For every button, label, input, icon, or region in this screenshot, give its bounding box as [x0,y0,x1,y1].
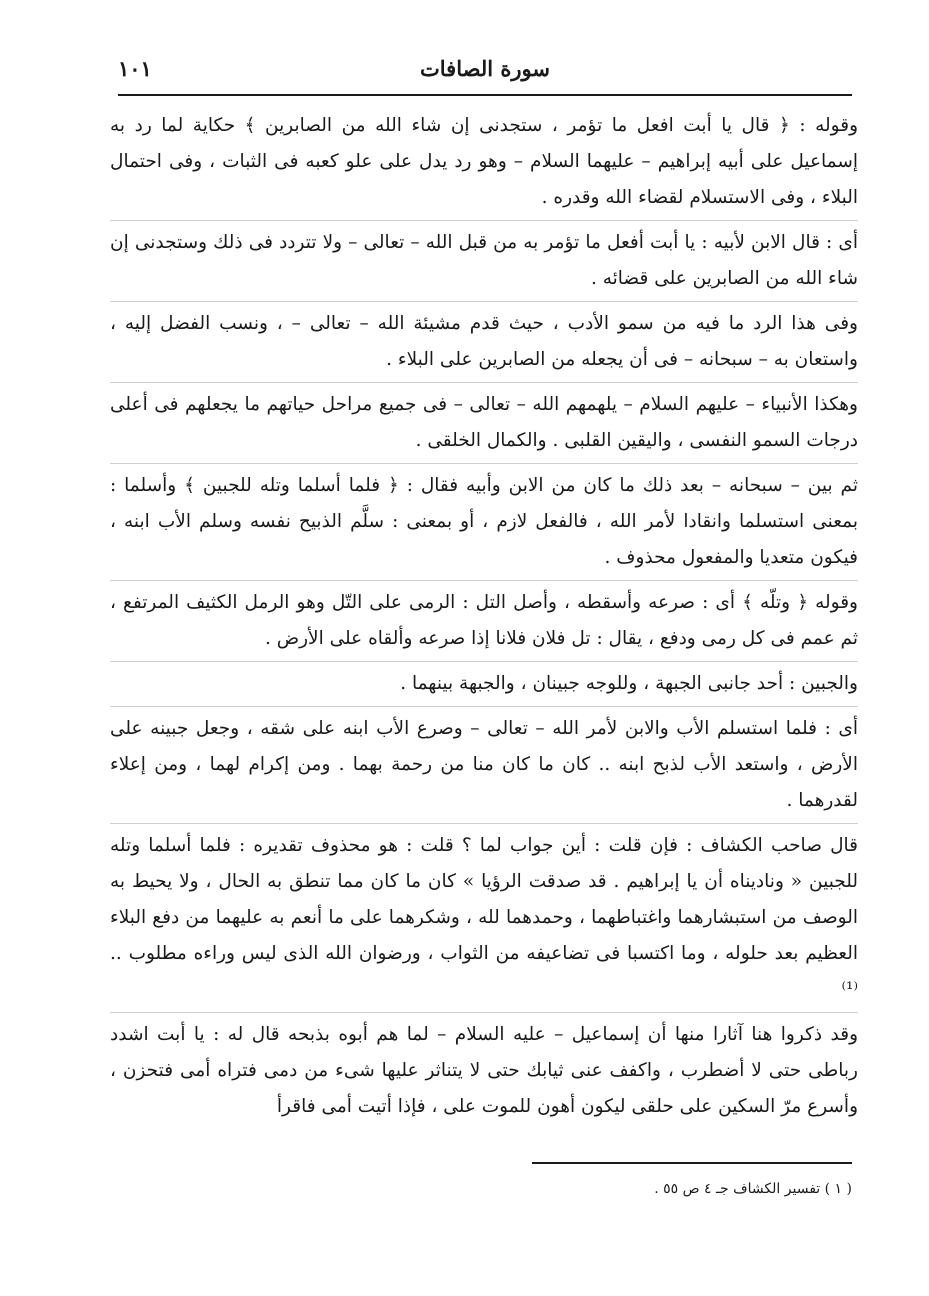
footnote-rule [532,1162,852,1164]
paragraph-separator [110,661,858,662]
page-header [118,52,852,92]
paragraph: قال صاحب الكشاف : فإن قلت : أين جواب لما ؟ قلت : هو محذوف تقديره : فلما أسلما وتله للجبين « وناديناه أن يا إبراهيم . قد صدقت الرؤيا » كان ما كان مما تنطق به الحال ، ولا يحيط به الوصف من استبشارهما واغتباطهما ، وحمدهما لله ، وشكرهما على ما أنعم به عليهما من دفع البلاء العظيم بعد حلوله ، وما اكتسبا فى تضاعيفه من الثواب ، ورضوان الله الذى ليس وراءه مطلوب ..⁽¹⁾ [110,835,858,1000]
paragraph: أى : قال الابن لأبيه : يا أبت أفعل ما تؤمر به من قبل الله – تعالى – ولا تتردد فى ذلك وستجدنى إن شاء الله من الصابرين على قضائه . [110,232,858,289]
page-body [110,108,858,1125]
paragraph-separator [110,220,858,221]
paragraph-separator [110,382,858,383]
page-number: ١٠١ [118,56,152,81]
paragraph: وهكذا الأنبياء – عليهم السلام – يلهمهم الله – تعالى – فى جميع مراحل حياتهم ما يجعلهم فى أعلى درجات السمو النفسى ، واليقين القلبى . والكمال الخلقى . [110,394,858,451]
paragraph: أى : فلما استسلم الأب والابن لأمر الله – تعالى – وصرع الأب ابنه على شقه ، وجعل جبينه على الأرض ، واستعد الأب لذبح ابنه .. كان ما كان منا من رحمة بهما . ومن إكرام لهما ، ومن إعلاء لقدرهما . [110,718,858,811]
paragraph: وفى هذا الرد ما فيه من سمو الأدب ، حيث قدم مشيئة الله – تعالى – ، ونسب الفضل إليه ، واستعان به – سبحانه – فى أن يجعله من الصابرين على البلاء . [110,313,858,370]
paragraph: والجبين : أحد جانبى الجبهة ، وللوجه جبينان ، والجبهة بينهما . [400,673,858,694]
surah-title: سورة الصافات [420,56,550,81]
paragraph-separator [110,463,858,464]
paragraph-separator [110,580,858,581]
header-rule [118,94,852,96]
paragraph-separator [110,706,858,707]
paragraph-separator [110,301,858,302]
footnote: ( ١ ) تفسير الكشاف جـ ٤ ص ٥٥ . [654,1181,852,1197]
paragraph: وقوله ﴿ وتلّه ﴾ أى : صرعه وأسقطه ، وأصل التل : الرمى على التّل وهو الرمل الكثيف المرتفع ، ثم عمم فى كل رمى ودفع ، يقال : تل فلان فلانا إذا صرعه وألقاه على الأرض . [110,592,858,649]
paragraph: وقد ذكروا هنا آثارا منها أن إسماعيل – عليه السلام – لما هم أبوه بذبحه قال له : يا أبت اشدد رباطى حتى لا أضطرب ، واكفف عنى ثيابك حتى لا يتناثر عليها شىء من دمى فتراه أمى فتحزن ، وأسرع مرّ السكين على حلقى ليكون أهون للموت على ، فإذا أتيت أمى فاقرأ [110,1024,858,1117]
paragraph-separator [110,823,858,824]
paragraph: وقوله : ﴿ قال يا أبت افعل ما تؤمر ، ستجدنى إن شاء الله من الصابرين ﴾ حكاية لما رد به إسماعيل على أبيه إبراهيم – عليهما السلام – وهو رد يدل على علو كعبه فى الثبات ، وفى احتمال البلاء ، وفى الاستسلام لقضاء الله وقدره . [110,115,858,208]
paragraph-separator [110,1012,858,1013]
paragraph: ثم بين – سبحانه – بعد ذلك ما كان من الابن وأبيه فقال : ﴿ فلما أسلما وتله للجبين ﴾ وأسلما : بمعنى استسلما وانقادا لأمر الله ، فالفعل لازم ، أو بمعنى : سلَّم الذبيح نفسه وسلم الأب ابنه ، فيكون متعديا والمفعول محذوف . [110,475,858,568]
